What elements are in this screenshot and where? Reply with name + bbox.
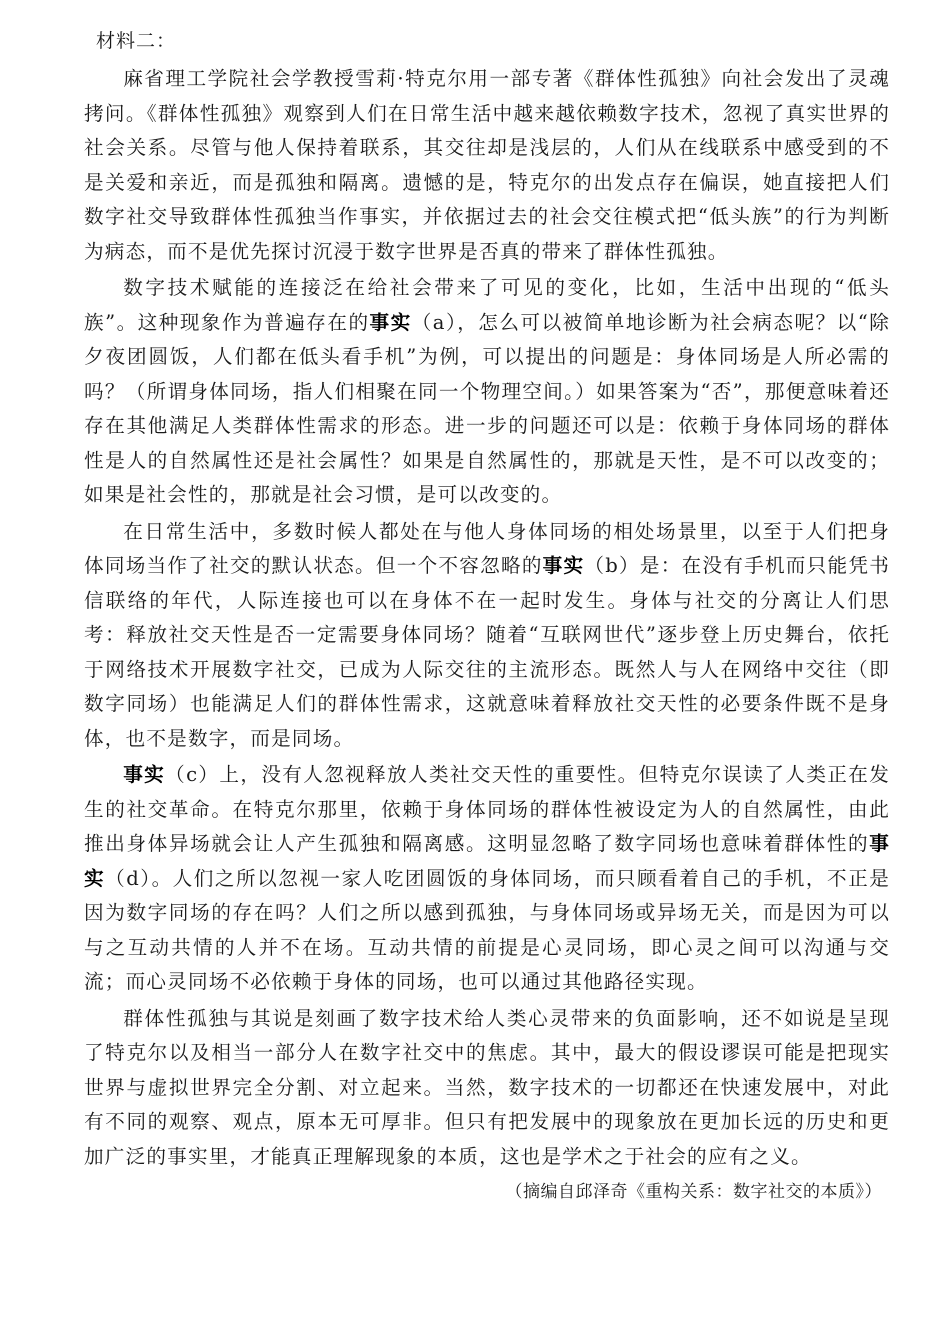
paragraph-2 bbox=[84, 271, 890, 513]
paragraph-text: 麻省理工学院社会学教授雪莉·特克尔用一部专著《群体性孤独》向社会发出了灵魂拷问。《群体性孤独》观察到人们在日常生活中越来越依赖数字技术，忽视了真实世界的社会关系。尽管与他人保持着联系，其交往却是浅层的，人们从在线联系中感受到的不是关爱和亲近，而是孤独和隔离。遗憾的是，特克尔的出发点存在偏误，她直接把人们数字社交导致群体性孤独当作事实，并依据过去的社会交往模式把“低头族”的行为判断为病态，而不是优先探讨沉浸于数字世界是否真的带来了群体性孤独。 bbox=[84, 67, 890, 263]
section-heading: 材料二： bbox=[96, 30, 177, 52]
paragraph-text: （d）。人们之所以忽视一家人吃团圆饭的身体同场，而只顾看着自己的手机，不正是因为数字同场的存在吗？人们之所以感到孤独，与身体同场或异场无关，而是因为可以与之互动共情的人并不在场。互动共情的前提是心灵同场，即心灵之间可以沟通与交流；而心灵同场不必依赖于身体的同场，也可以通过其他路径实现。 bbox=[84, 866, 890, 993]
paragraph-4 bbox=[84, 758, 890, 1000]
paragraph-1 bbox=[84, 62, 890, 269]
paragraph-3 bbox=[84, 515, 890, 757]
paragraph-text: 在日常生活中，多数时候人都处在与他人身体同场的相处场景里，以至于人们把身体同场当作了社交的默认状态。但一个不容忽略的 bbox=[84, 519, 890, 577]
emphasized-term: 事实 bbox=[84, 832, 890, 890]
paragraph-text: （b）是：在没有手机而只能凭书信联络的年代，人际连接也可以在身体不在一起时发生。身体与社交的分离让人们思考：释放社交天性是否一定需要身体同场？随着“互联网世代”逐步登上历史舞台，依托于网络技术开展数字社交，已成为人际交往的主流形态。既然人与人在网络中交往（即数字同场）也能满足人们的群体性需求，这就意味着释放社交天性的必要条件既不是身体，也不是数字，而是同场。 bbox=[84, 554, 890, 750]
paragraph-text: 数字技术赋能的连接泛在给社会带来了可见的变化，比如，生活中出现的“低头族”。这种现象作为普遍存在的 bbox=[84, 276, 890, 334]
emphasized-term: 事实 bbox=[123, 763, 166, 786]
document-page bbox=[84, 24, 890, 1208]
emphasized-term: 事实 bbox=[542, 554, 585, 577]
paragraph-text: （c）上，没有人忽视释放人类社交天性的重要性。但特克尔误读了人类正在发生的社交革命。在特克尔那里，依赖于身体同场的群体性被设定为人的自然属性，由此推出身体异场就会让人产生孤独和隔离感。这明显忽略了数字同场也意味着群体性的 bbox=[84, 763, 890, 855]
emphasized-term: 事实 bbox=[369, 310, 412, 334]
paragraph-5 bbox=[84, 1002, 890, 1175]
paragraph-text: （a），怎么可以被简单地诊断为社会病态呢？以“除夕夜团圆饭，人们都在低头看手机”为例，可以提出的问题是：身体同场是人所必需的吗？（所谓身体同场，指人们相聚在同一个物理空间。）如果答案为“否”，那便意味着还存在其他满足人类群体性需求的形态。进一步的问题还可以是：依赖于身体同场的群体性是人的自然属性还是社会属性？如果是自然属性的，那就是天性，是不可以改变的；如果是社会性的，那就是社会习惯，是可以改变的。 bbox=[84, 310, 891, 506]
paragraph-text: 群体性孤独与其说是刻画了数字技术给人类心灵带来的负面影响，还不如说是呈现了特克尔以及相当一部分人在数字社交中的焦虑。其中，最大的假设谬误可能是把现实世界与虚拟世界完全分割、对立起来。当然，数字技术的一切都还在快速发展中，对此有不同的观察、观点，原本无可厚非。但只有把发展中的现象放在更加长远的历史和更加广泛的事实里，才能真正理解现象的本质，这也是学术之于社会的应有之义。 bbox=[84, 1006, 890, 1168]
source-citation: （摘编自邱泽奇《重构关系：数字社交的本质》） bbox=[505, 1182, 882, 1202]
